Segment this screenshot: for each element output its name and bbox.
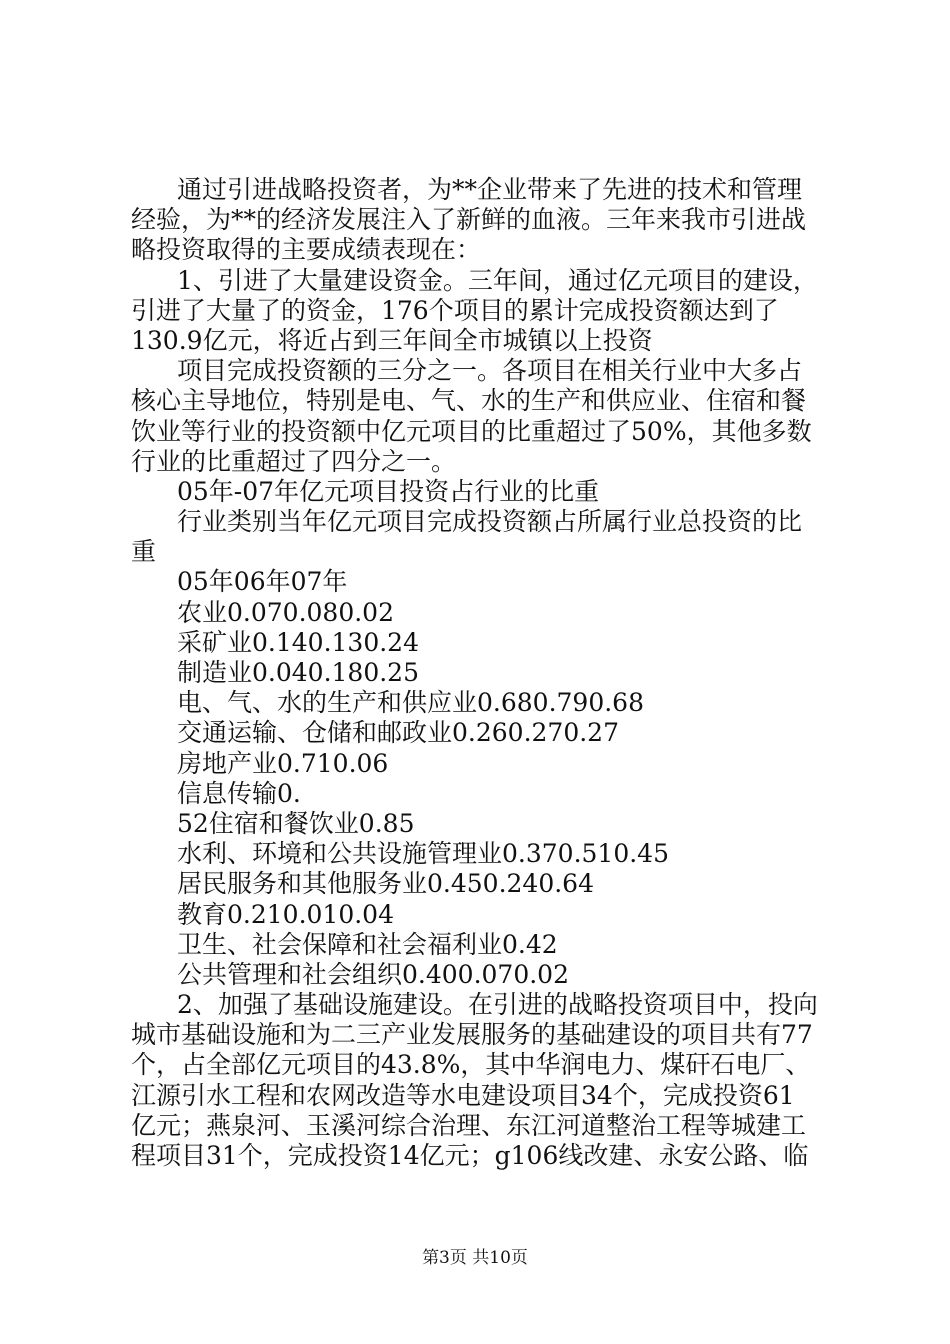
paragraph-line: 程项目31个，完成投资14亿元；g106线改建、永安公路、临 <box>131 1141 809 1170</box>
paragraph-line: 项目完成投资额的三分之一。各项目在相关行业中大多占 <box>177 356 803 386</box>
table-row-line: 水利、环境和公共设施管理业0.370.510.45 <box>177 839 669 869</box>
table-header-line: 重 <box>131 537 157 567</box>
table-row-line: 居民服务和其他服务业0.450.240.64 <box>177 869 594 899</box>
table-title-line: 05年-07年亿元项目投资占行业的比重 <box>177 476 600 506</box>
table-header-line: 行业类别当年亿元项目完成投资额占所属行业总投资的比 <box>177 507 803 537</box>
paragraph-line: 江源引水工程和农网改造等水电建设项目34个，完成投资61 <box>131 1080 795 1110</box>
table-row-line: 52住宿和餐饮业0.85 <box>177 808 415 838</box>
table-row-line: 采矿业0.140.130.24 <box>177 627 419 657</box>
table-year-header: 05年06年07年 <box>177 567 348 597</box>
paragraph-line: 通过引进战略投资者，为**企业带来了先进的技术和管理 <box>177 175 803 204</box>
table-row-line: 农业0.070.080.02 <box>177 597 394 627</box>
paragraph-line: 核心主导地位，特别是电、气、水的生产和供应业、住宿和餐 <box>131 386 807 416</box>
document-body <box>131 175 831 1171</box>
paragraph-line: 个，占全部亿元项目的43.8%，其中华润电力、煤矸石电厂、 <box>131 1050 811 1080</box>
paragraph-line: 1、引进了大量建设资金。三年间，通过亿元项目的建设， <box>177 265 818 295</box>
paragraph-line: 饮业等行业的投资额中亿元项目的比重超过了50%，其他多数 <box>131 416 812 446</box>
paragraph-line: 略投资取得的主要成绩表现在： <box>131 235 482 265</box>
paragraph-line: 城市基础设施和为二三产业发展服务的基础建设的项目共有77 <box>131 1020 813 1050</box>
table-row-line: 房地产业0.710.06 <box>177 748 389 778</box>
paragraph-line: 2、加强了基础设施建设。在引进的战略投资项目中，投向 <box>177 990 818 1020</box>
table-row-line: 制造业0.040.180.25 <box>177 658 419 687</box>
table-row-line: 交通运输、仓储和邮政业0.260.270.27 <box>177 718 619 748</box>
paragraph-line: 行业的比重超过了四分之一。 <box>131 446 457 476</box>
table-row-line: 信息传输0. <box>177 778 301 808</box>
table-row-line: 电、气、水的生产和供应业0.680.790.68 <box>177 688 644 718</box>
paragraph-line: 130.9亿元，将近占到三年间全市城镇以上投资 <box>131 325 653 355</box>
table-row-line: 教育0.210.010.04 <box>177 899 394 929</box>
table-row-line: 卫生、社会保障和社会福利业0.42 <box>177 929 558 959</box>
paragraph-line: 亿元；燕泉河、玉溪河综合治理、东江河道整治工程等城建工 <box>131 1110 807 1140</box>
paragraph-line: 引进了大量了的资金，176个项目的累计完成投资额达到了 <box>131 295 779 325</box>
table-row-line: 公共管理和社会组织0.400.070.02 <box>177 959 569 989</box>
page-footer: 第3页 共10页 <box>422 1248 528 1268</box>
paragraph-line: 经验，为**的经济发展注入了新鲜的血液。三年来我市引进战 <box>131 205 807 235</box>
